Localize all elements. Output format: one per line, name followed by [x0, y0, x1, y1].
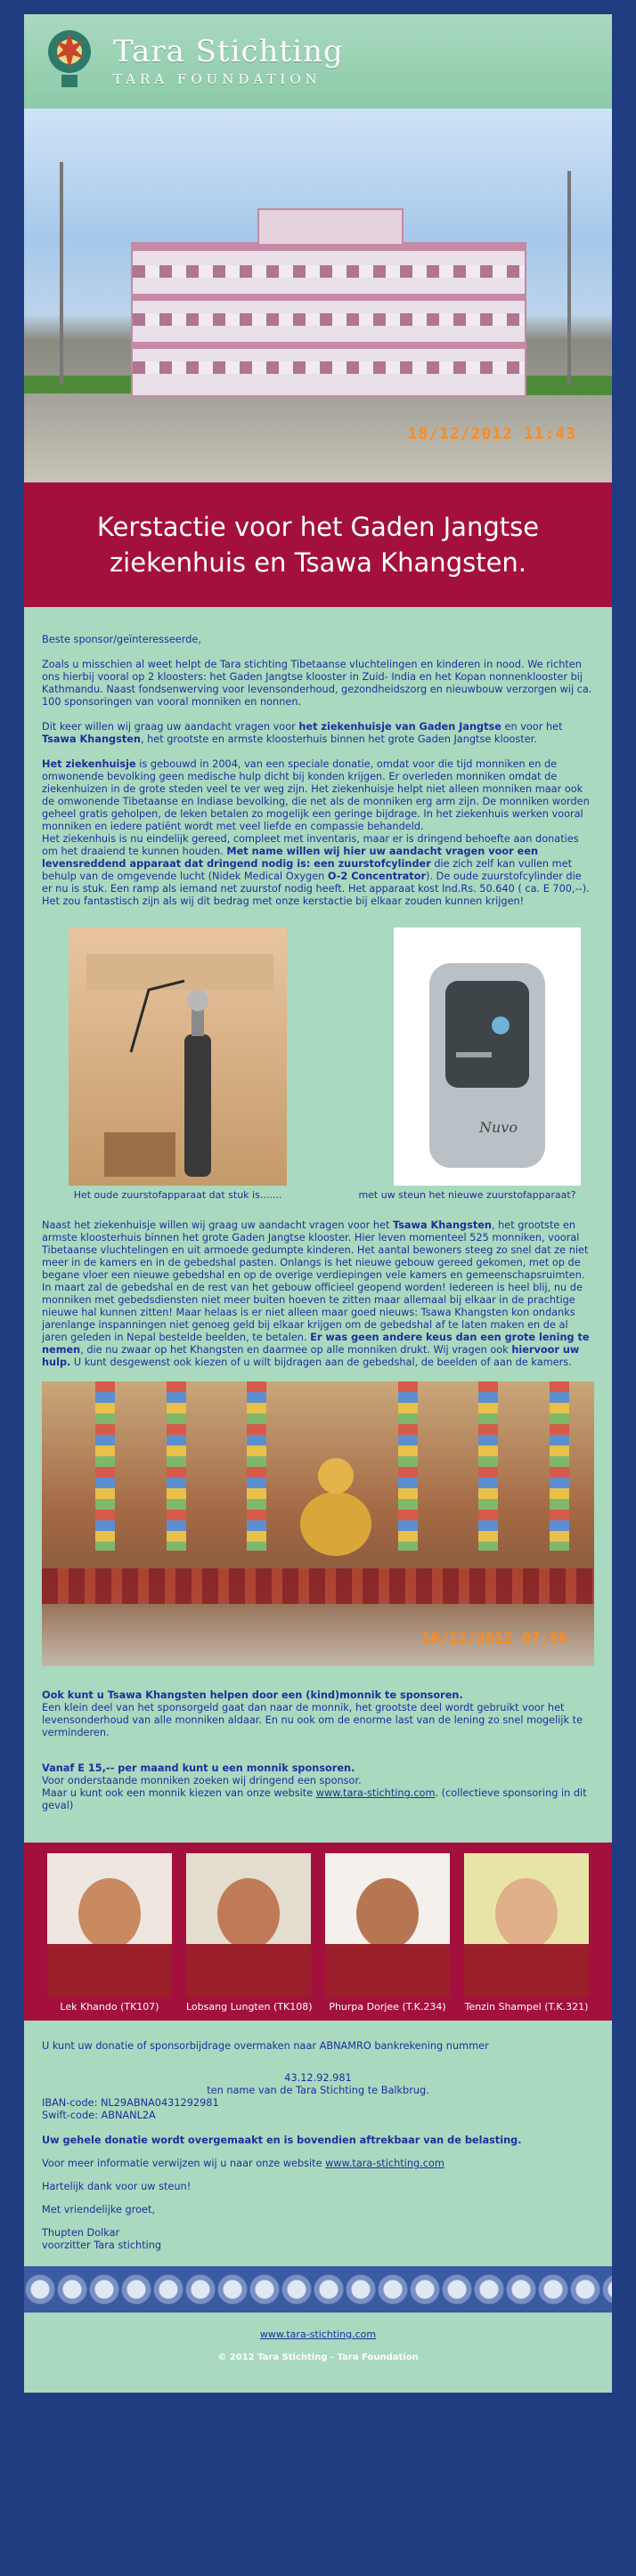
bold-text: Tsawa Khangsten: [393, 1219, 492, 1231]
text: U kunt desgewenst ook kiezen of u wilt bijdragen aan de gebedshal, de beelden of aan de kamers.: [70, 1357, 572, 1368]
info-line: [42, 2158, 594, 2170]
old-oxygen-caption: Het oude zuurstofapparaat dat stuk is.......: [73, 1189, 282, 1201]
monks-gallery: [24, 1843, 612, 2021]
monk-card: [186, 1843, 311, 2013]
text: Naast het ziekenhuisje willen wij graag uw aandacht vragen voor het: [42, 1219, 393, 1231]
oxygen-cylinder-icon: [69, 928, 287, 1186]
monk-name: Tenzin Shampel (T.K.321): [464, 2001, 589, 2013]
device-brand: Nuvo: [479, 1119, 518, 1136]
copyright: © 2012 Tara Stichting - Tara Foundation: [217, 2353, 419, 2362]
hospital-paragraph: [42, 758, 594, 833]
prayer-hall-photo: [42, 1381, 594, 1666]
page-title: [97, 509, 539, 580]
monk-card: [464, 1843, 589, 2013]
sponsor-paragraph: [42, 1689, 594, 1739]
brand-name: Tara Stichting: [113, 34, 344, 69]
text: , het grootste en armste kloosterhuis binnen het grote Gaden Jangtse klooster.: [140, 733, 537, 745]
brand-title: [113, 34, 344, 87]
monk-name: Lobsang Lungten (TK108): [186, 2001, 313, 2013]
swift-code: Swift-code: ABNANL2A: [42, 2110, 156, 2121]
text: en voor het: [501, 721, 563, 733]
title-line-2: ziekenhuis en Tsawa Khangsten.: [109, 547, 527, 578]
hospital-photo: [24, 109, 612, 482]
new-oxygen-caption: met uw steun het nieuwe zuurstofapparaat?: [358, 1189, 576, 1201]
monk-photo: [47, 1853, 172, 1997]
monk-photo: [325, 1853, 450, 1997]
bold-text: Het ziekenhuisje: [42, 758, 136, 770]
bold-text: O-2 Concentrator: [327, 871, 427, 882]
text: Dit keer willen wij graag uw aandacht vragen voor: [42, 721, 299, 733]
signature-role: voorzitter Tara stichting: [42, 2240, 162, 2251]
text: , het grootste en armste kloosterhuis binnen het grote Gaden Jangtse klooster. Hier leven momenteel 525 monniken, vooral Tibetaanse vluchtelingen en uit armoede gedumpte kinderen. Het aantal bewoners steeg zo snel dat ze niet meer in de kamers en in de gebedshal pasten. Onlangs is het nieuwe gebouw gereed gekomen, met op de begane vloer een nieuwe gebedshal en op de overige verdiepingen vele kamers en gemeenschapsruimten. In maart zal de gebedshal en de rest van het gebouw officieel geopend worden! Iedereen is heel blij, nu de monniken met gebedsdiensten niet meer buiten hoeven te zitten maar allemaal bij elkaar in de prachtige nieuwe hal kunnen zitten! Maar helaas is er niet alleen maar goed nieuws: Tsawa Khangsten kon ondanks jarenlange inspanningen niet genoeg geld bij elkaar krijgen om de gebedshal af te laten maken en de al jaren geleden in Nepal bestelde beelden, te betalen.: [42, 1219, 589, 1343]
bold-text: Met name willen wij hier uw aandacht vragen voor een levensreddend apparaat dat dringend nodig is: een zuurstofcylinder: [42, 846, 539, 870]
signature-name: Thupten Dolkar: [42, 2227, 120, 2239]
bold-text: Ook kunt u Tsawa Khangsten helpen door een (kind)monnik te sponsoren.: [42, 1689, 463, 1701]
text: . (collectieve sponsoring in dit geval): [42, 1787, 587, 1811]
monk-name: Phurpa Dorjee (T.K.234): [329, 2001, 446, 2013]
text: , die nu zwaar op het Khangsten en daarmee op alle monniken drukt. Wij vragen ook: [80, 1344, 512, 1356]
donation-info: [24, 2021, 612, 2266]
text: Maar u kunt ook een monnik kiezen van onze website: [42, 1787, 316, 1799]
title-line-1: Kerstactie voor het Gaden Jangtse: [96, 512, 540, 542]
monk-card: [47, 1843, 172, 2013]
website-link[interactable]: www.tara-stichting.com: [315, 1787, 436, 1799]
info-website-link[interactable]: www.tara-stichting.com: [325, 2158, 444, 2169]
regards-line: Met vriendelijke groet,: [42, 2204, 155, 2216]
account-holder: ten name van de Tara Stichting te Balkbrug.: [207, 2085, 429, 2096]
bold-text: Uw gehele donatie wordt overgemaakt en is bovendien aftrekbaar van de belasting.: [42, 2135, 522, 2146]
monk-name: Lek Khando (TK107): [60, 2001, 159, 2013]
bold-text: het ziekenhuisje van Gaden Jangtse: [298, 721, 501, 733]
old-oxygen-figure: [69, 928, 287, 1202]
text: Het ziekenhuis is nu eindelijk gereed, compleet met inventaris, maar er is dringend behoefte aan donaties om het draaiend te kunnen houden.: [42, 833, 579, 857]
title-banner: [24, 482, 612, 607]
text: Voor meer informatie verwijzen wij u naar onze website: [42, 2158, 326, 2169]
bold-text: Er was geen andere keus dan een grote lening te nemen: [42, 1332, 590, 1356]
header: [24, 14, 612, 109]
intro-paragraph: Zoals u misschien al weet helpt de Tara stichting Tibetaanse vluchtelingen en kinderen in nood. We richten ons hierbij vooral op 2 kloosters: het Gaden Jangtse klooster in Zuid- India en het Kopan nonnenklooster bij Kathmandu. Naast fondsenwerving voor levensonderhoud, gezondheidszorg en nieuwbouw verzorgen wij ca. 100 sponsoringen van vooral monniken en nonnen.: [42, 659, 592, 708]
bold-text: hiervoor uw hulp.: [42, 1344, 580, 1368]
newsletter: [24, 14, 612, 2393]
bank-intro: U kunt uw donatie of sponsorbijdrage overmaken naar ABNAMRO bankrekening nummer: [42, 2040, 489, 2052]
focus-paragraph: [42, 721, 594, 746]
letter-body: [24, 607, 612, 1843]
greeting: Beste sponsor/geïnteresseerde,: [42, 634, 201, 645]
bold-text: Tsawa Khangsten: [42, 733, 141, 745]
oxygen-concentrator-icon: [394, 928, 581, 1186]
page: [15, 0, 621, 2576]
buddha-statue-icon: [291, 1444, 380, 1559]
bold-text: Vanaf E 15,-- per maand kunt u een monnik sponsoren.: [42, 1762, 355, 1774]
tara-logo-icon: [44, 25, 95, 91]
new-oxygen-figure: [358, 928, 576, 1202]
monk-photo: [186, 1853, 311, 1997]
monk-card: [325, 1843, 450, 2013]
thanks-line: Hartelijk dank voor uw steun!: [42, 2181, 192, 2192]
footer: [24, 2313, 612, 2393]
monk-photo: [464, 1853, 589, 1997]
text: ). De oude zuurstofcylinder die er nu is stuk. Een ramp als iemand net zuurstof nodig heeft. Het apparaat kost Ind.Rs. 50.640 ( ca. E 700,--). Het zou fantastisch zijn als wij dit bedrag met onze kerstactie bij elkaar zouden kunnen krijgen!: [42, 871, 590, 907]
decorative-pattern: [24, 2266, 612, 2313]
footer-website-link[interactable]: www.tara-stichting.com: [259, 2329, 377, 2340]
sponsor-offer: [42, 1762, 594, 1812]
khangsten-paragraph: [42, 1219, 594, 1369]
brand-subtitle: TARA FOUNDATION: [113, 71, 322, 87]
text: die zich zelf kan vullen met behulp van de omgevende lucht (Nidek Medical Oxygen: [42, 858, 573, 882]
oxygen-paragraph: [42, 833, 594, 908]
oxygen-images: [69, 928, 576, 1202]
photo-timestamp: 18/12/2012 11:43: [407, 425, 576, 443]
text: is gebouwd in 2004, van een speciale donatie, omdat voor die tijd monniken en de omwonende bevolking geen medische hulp dicht bij konden krijgen. Er overleden monniken omdat de ziekenhuizen in de grote steden veel te ver weg zijn. Het ziekenhuisje helpt niet alleen monniken maar ook de omwonende Tibetaanse en Indiase bevolking, die net als de monniken erg arm zijn. De monniken worden geheel gratis geholpen, de leken betalen zo mogelijk een geringe bijdrage. In het ziekenhuis werken vooral monniken en iedere patiënt wordt met veel liefde en compassie behandeld.: [42, 758, 590, 832]
iban-code: IBAN-code: NL29ABNA0431292981: [42, 2097, 219, 2109]
text: Een klein deel van het sponsorgeld gaat dan naar de monnik, het grootste deel wordt gebruikt voor het levensonderhoud van alle monniken aldaar. En nu ook om de enorme last van de lening zo snel mogelijk te verminderen.: [42, 1702, 583, 1738]
new-oxygen-photo: [394, 928, 581, 1186]
text: Voor onderstaande monniken zoeken wij dringend een sponsor.: [42, 1775, 362, 1786]
account-number: 43.12.92.981: [284, 2072, 352, 2084]
old-oxygen-photo: [69, 928, 287, 1186]
tax-note: [42, 2135, 594, 2147]
hall-timestamp: 18/12/2012 07:36: [421, 1630, 567, 1648]
